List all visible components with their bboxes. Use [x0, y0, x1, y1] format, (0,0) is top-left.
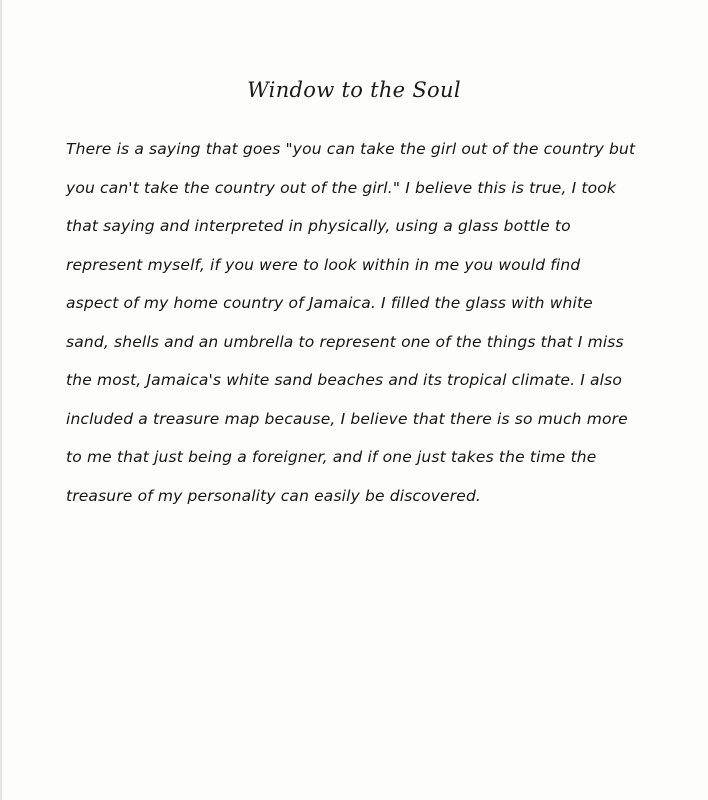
paragraph-line-3: that saying and interpreted in physically, using a glass bottle to: [66, 217, 571, 235]
paragraph-line-10: treasure of my personality can easily be discovered.: [66, 486, 482, 505]
paragraph-line-6: sand, shells and an umbrella to represent one of the things that I miss: [66, 332, 624, 351]
paragraph-line-2: you can't take the country out of the girl." I believe this is true, I took: [66, 178, 617, 197]
paragraph-line-1: There is a saying that goes "you can take the girl out of the country but: [66, 140, 636, 158]
scan-edge: [0, 0, 2, 800]
paragraph-line-7: the most, Jamaica's white sand beaches and its tropical climate. I also: [66, 371, 622, 389]
paragraph-line-8: included a treasure map because, I believe that there is so much more: [66, 409, 628, 428]
body-paragraph: [66, 130, 666, 515]
paragraph-line-5: aspect of my home country of Jamaica. I filled the glass with white: [66, 294, 593, 312]
page-title: Window to the Soul: [247, 78, 461, 102]
paragraph-line-9: to me that just being a foreigner, and if one just takes the time the: [66, 448, 597, 466]
paragraph-line-4: represent myself, if you were to look within in me you would find: [66, 255, 581, 274]
